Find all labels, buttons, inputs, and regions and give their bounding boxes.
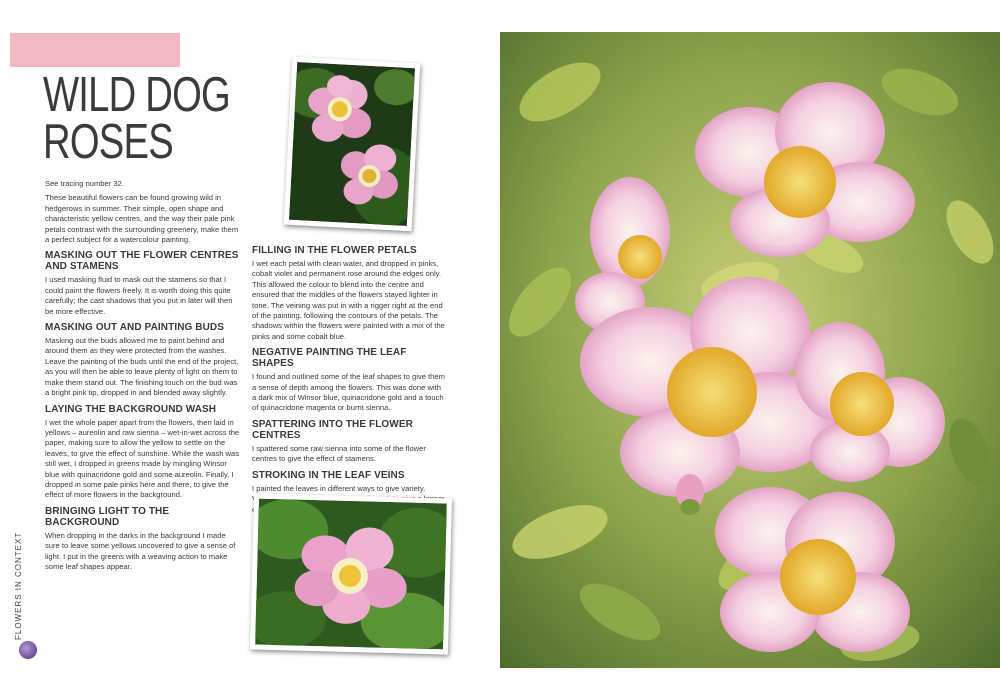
section-heading: BRINGING LIGHT TO THE BACKGROUND [45,505,170,528]
reference-photo-two-roses [284,57,421,231]
intro-paragraph: These beautiful flowers can be found growing wild in hedgerows in summer. Their simple, open shape and characteristic yellow centres, and the way their pale pink petals contrast with the surrounding greenery, make them a perfect subject for a watercolour painting. [45,193,239,245]
section-text: When dropping in the darks in the background I made sure to leave some yellows uncovered to give a sense of light. I put in the greens with a weaving action to make some leaf shapes appear. [45,530,236,571]
section-text: I painted the leaves in different ways to give variety. [252,483,426,493]
painting-image [500,32,1000,668]
rose-bottom-right [715,487,910,652]
section-text: I spattered some raw sienna into some of the flower centres to give the effect of stamens. [252,443,426,464]
section-heading: MASKING OUT THE FLOWER CENTRES AND STAMENS [45,250,239,273]
section-heading: LAYING THE BACKGROUND WASH [45,403,217,415]
pink-accent-bar [10,33,180,67]
section-heading: SPATTERING INTO THE FLOWER CENTRES [252,418,413,441]
section-side-label: FLOWERS IN CONTEXT [14,531,23,640]
section-heading: STROKING IN THE LEAF VEINS [252,469,405,481]
section-heading: MASKING OUT AND PAINTING BUDS [45,322,225,334]
page-title [43,68,230,169]
title-line-2: ROSES [43,115,173,169]
section-heading: FILLING IN THE FLOWER PETALS [252,245,417,256]
section-text: Masking out the buds allowed me to paint behind and around them as they were protected from the washes. Leave the painting of the buds until the end of the project, as you will then be able to leave plenty of light on them to make them stand out. The finishing touch on the bud was a bright pink tip, dropped in and blended away slightly. [45,336,239,398]
rose-photo-image [289,62,415,226]
tracing-note: See tracing number 32. [45,179,124,188]
text-column-right [252,240,445,519]
section-text: I used masking fluid to mask out the stamens so that I could paint the flowers freely. It is worth doing this quite carefully; the cast shadows that you put in later will then be more effective. [45,275,233,316]
text-column-left [45,179,240,576]
section-marker-dot [19,641,37,659]
rose-photo-image [255,499,447,650]
section-text: I wet the whole paper apart from the flowers, then laid in yellows – aureolin and raw sienna – wet-in-wet across the paper, making sure to allow the yellow to settle on the leaves, to give the effect of sunshine. While the wash was still wet, I dropped in greens made by mingling Winsor blue with quinacridone gold and some aureolin. Finally, I dropped in some pale pinks here and there, to give the effect of more flowers in the background. [45,417,240,500]
section-text: I wet each petal with clean water, and dropped in pinks, cobalt violet and permanent rose around the edges only. This allowed the colour to blend into the centre and ensured that the middles of the flowers stayed lighter in tone. The veining was put in with a rigger right at the end of the painting, following the contours of the petals. The shadows within the flowers were painted with a mix of the pinks and some cobalt blue. [252,259,445,341]
section-text: I found and outlined some of the leaf shapes to give them a sense of depth among the flowers. This was done with a dark mix of Winsor blue, quinacridone gold and a touch of quinacridone magenta or burnt sienna. [252,372,445,413]
title-line-1: WILD DOG [43,68,230,122]
reference-photo-single-rose [250,493,452,654]
section-heading: NEGATIVE PAINTING THE LEAF SHAPES [252,347,407,370]
watercolour-painting [500,32,1000,668]
